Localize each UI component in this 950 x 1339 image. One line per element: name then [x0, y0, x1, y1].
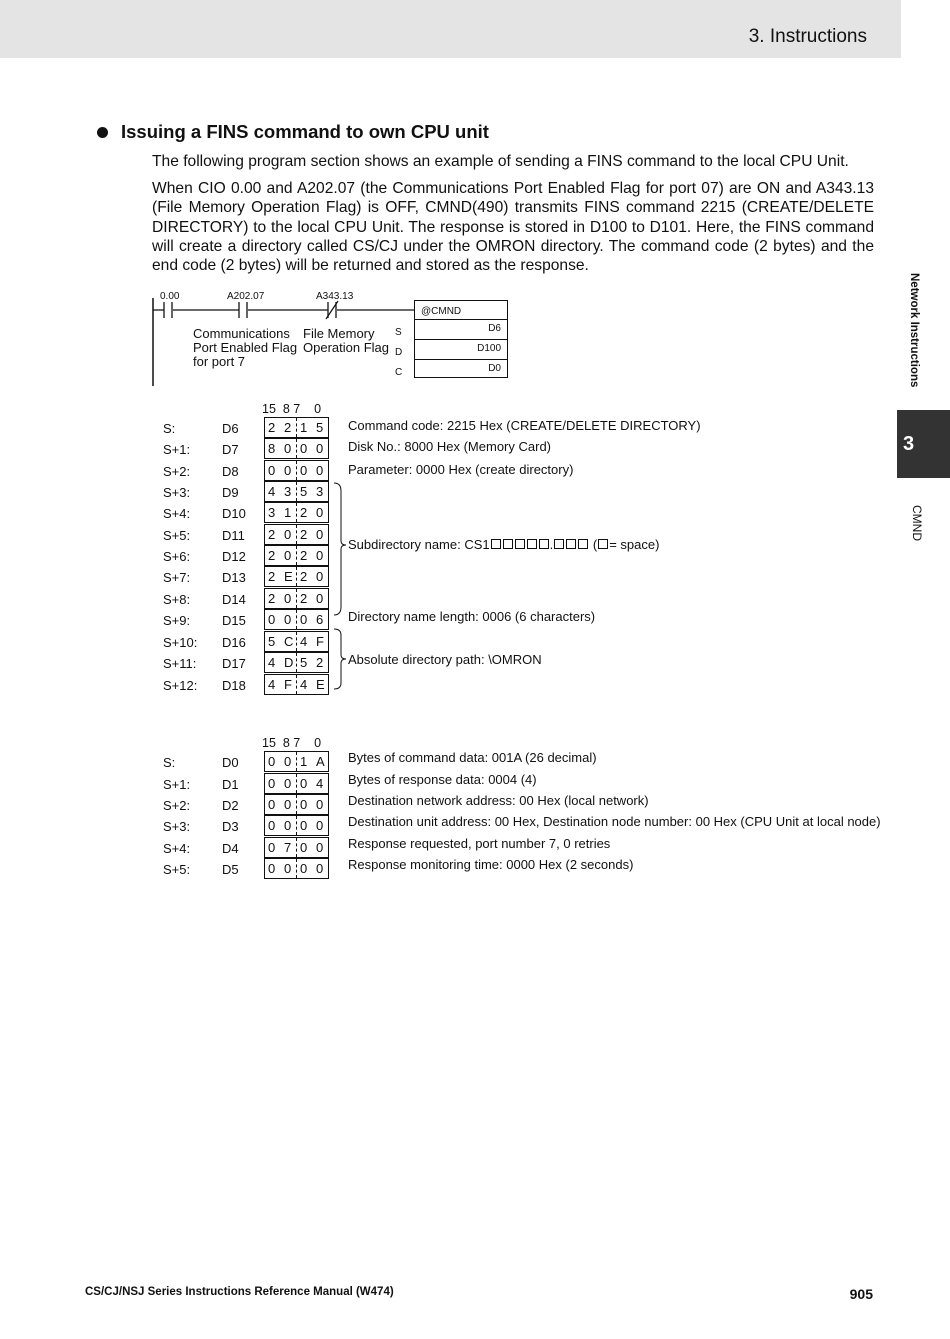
byte-divider [296, 752, 297, 771]
space-square-icon [598, 539, 608, 549]
hex-digit: 0 [316, 797, 324, 812]
section-heading [97, 121, 489, 143]
hex-digit: 1 [300, 754, 308, 769]
row-description: Destination unit address: 00 Hex, Destination node number: 00 Hex (CPU Unit at local node) [348, 814, 881, 829]
row-symbol: S+2: [163, 464, 191, 479]
row-description: Bytes of response data: 0004 (4) [348, 772, 537, 787]
word-value-cell [264, 524, 329, 545]
row-symbol: S+3: [163, 819, 191, 834]
hex-digit: 0 [268, 463, 276, 478]
table-row [160, 814, 880, 835]
hex-digit: F [284, 677, 292, 692]
byte-divider [296, 816, 297, 835]
hex-digit: 4 [268, 655, 276, 670]
desc-subdirectory-name [348, 537, 659, 552]
word-value-cell [264, 460, 329, 481]
byte-divider [296, 838, 297, 857]
desc-disk-no: Disk No.: 8000 Hex (Memory Card) [348, 439, 551, 454]
hex-digit: 0 [284, 818, 292, 833]
byte-divider [296, 589, 297, 608]
bit-header: 15 8 7 0 [262, 736, 322, 750]
bullet-icon [97, 127, 108, 138]
word-value-cell [264, 545, 329, 566]
hex-digit: 3 [268, 505, 276, 520]
row-address: D16 [222, 635, 246, 650]
hex-digit: 2 [300, 591, 308, 606]
hex-digit: 0 [284, 754, 292, 769]
hex-digit: 2 [300, 505, 308, 520]
table-row [160, 772, 880, 793]
row-symbol: S+8: [163, 592, 191, 607]
brace-absolute-path [332, 627, 348, 693]
word-value-cell [264, 631, 329, 652]
desc-command-code: Command code: 2215 Hex (CREATE/DELETE DIRECTORY) [348, 418, 701, 433]
hex-digit: 0 [316, 548, 324, 563]
table-row [160, 673, 880, 694]
hex-digit: 0 [284, 441, 292, 456]
hex-digit: 0 [268, 776, 276, 791]
row-address: D0 [222, 755, 239, 770]
row-address: D4 [222, 841, 239, 856]
row-description: Bytes of command data: 001A (26 decimal) [348, 750, 597, 765]
word-value-cell [264, 837, 329, 858]
hex-digit: 6 [316, 612, 324, 627]
hex-digit: 2 [300, 548, 308, 563]
word-value-cell [264, 502, 329, 523]
hex-digit: 0 [300, 840, 308, 855]
hex-digit: 8 [268, 441, 276, 456]
row-symbol: S+7: [163, 570, 191, 585]
word-value-cell [264, 417, 329, 438]
hex-digit: 0 [316, 818, 324, 833]
hex-digit: 4 [300, 677, 308, 692]
paragraph-description: When CIO 0.00 and A202.07 (the Communications Port Enabled Flag for port 07) are ON and A343.13 (File Memory Operation Flag) is OFF, CMND(490) transmits FINS command 2215 (CREATE/DELETE DIRECTORY) to the local CPU Unit. The response is stored in D100 to D101. Here, the FINS command will create a directory called CS/CJ under the OMRON directory. The command code (2 bytes) and the end code (2 bytes) will be returned and stored as the response. [152, 180, 874, 275]
hex-digit: 0 [316, 505, 324, 520]
word-value-cell [264, 481, 329, 502]
desc-absolute-path: Absolute directory path: \OMRON [348, 652, 542, 667]
word-value-cell [264, 438, 329, 459]
row-address: D17 [222, 656, 246, 671]
hex-digit: 0 [268, 797, 276, 812]
space-square-icon [539, 539, 549, 549]
table-row [160, 501, 880, 522]
operand-label-d: D [395, 347, 403, 358]
space-square-icon [503, 539, 513, 549]
row-symbol: S+10: [163, 635, 198, 650]
paragraph-intro: The following program section shows an example of sending a FINS command to the local CPU Unit. [152, 153, 849, 170]
hex-digit: 2 [268, 548, 276, 563]
hex-digit: 2 [316, 655, 324, 670]
hex-digit: 5 [268, 634, 276, 649]
hex-digit: 0 [268, 612, 276, 627]
row-description: Response monitoring time: 0000 Hex (2 seconds) [348, 857, 634, 872]
hex-digit: 0 [268, 818, 276, 833]
byte-divider [296, 439, 297, 458]
row-address: D11 [222, 528, 245, 543]
operand-label-s: S [395, 327, 402, 338]
row-address: D12 [222, 549, 246, 564]
word-value-cell [264, 773, 329, 794]
hex-digit: 0 [316, 527, 324, 542]
desc-subdir-prefix: Subdirectory name: CS1 [348, 537, 490, 552]
byte-divider [296, 482, 297, 501]
operand-value-d: D100 [415, 339, 507, 359]
byte-divider [296, 461, 297, 480]
row-symbol: S+1: [163, 777, 191, 792]
space-square-icon [566, 539, 576, 549]
hex-digit: D [284, 655, 294, 670]
row-symbol: S+4: [163, 506, 191, 521]
instruction-name: @CMND [421, 306, 462, 317]
row-symbol: S+12: [163, 678, 198, 693]
hex-digit: 0 [284, 591, 292, 606]
byte-divider [296, 525, 297, 544]
table-row [160, 630, 880, 651]
row-symbol: S: [163, 421, 176, 436]
hex-digit: 7 [284, 840, 292, 855]
hex-digit: 2 [268, 591, 276, 606]
bit-header: 15 8 7 0 [262, 402, 322, 416]
hex-digit: 5 [300, 484, 308, 499]
desc-subdir-close: = space) [609, 537, 660, 552]
hex-digit: 2 [268, 420, 276, 435]
hex-digit: 2 [284, 420, 292, 435]
hex-digit: 5 [316, 420, 324, 435]
row-address: D7 [222, 442, 239, 457]
hex-digit: 3 [316, 484, 324, 499]
space-square-icon [515, 539, 525, 549]
row-address: D2 [222, 798, 239, 813]
byte-divider [296, 610, 297, 629]
instruction-block [414, 300, 508, 378]
side-section-label: Network Instructions [908, 273, 920, 388]
space-square-icon [578, 539, 588, 549]
byte-divider [296, 774, 297, 793]
footer-manual-title: CS/CJ/NSJ Series Instructions Reference Manual (W474) [85, 1286, 394, 1298]
table-row [160, 480, 880, 501]
hex-digit: F [316, 634, 324, 649]
row-address: D6 [222, 421, 239, 436]
section-heading-text: Issuing a FINS command to own CPU unit [121, 121, 489, 142]
row-description: Response requested, port number 7, 0 retries [348, 836, 611, 851]
hex-digit: 0 [300, 612, 308, 627]
row-address: D13 [222, 570, 246, 585]
row-description: Destination network address: 00 Hex (local network) [348, 793, 649, 808]
row-address: D9 [222, 485, 239, 500]
word-value-cell [264, 566, 329, 587]
byte-divider [296, 675, 297, 694]
word-value-cell [264, 858, 329, 879]
hex-digit: 5 [300, 655, 308, 670]
hex-digit: 0 [300, 861, 308, 876]
table-row [160, 793, 880, 814]
hex-digit: 0 [284, 527, 292, 542]
hex-digit: 0 [316, 840, 324, 855]
hex-digit: 2 [268, 527, 276, 542]
row-address: D10 [222, 506, 246, 521]
row-symbol: S+3: [163, 485, 191, 500]
desc-parameter: Parameter: 0000 Hex (create directory) [348, 462, 574, 477]
hex-digit: C [284, 634, 294, 649]
space-square-icon [554, 539, 564, 549]
word-value-cell [264, 794, 329, 815]
row-symbol: S+6: [163, 549, 191, 564]
hex-digit: 4 [300, 634, 308, 649]
space-square-icon [491, 539, 501, 549]
hex-digit: A [316, 754, 325, 769]
row-symbol: S+4: [163, 841, 191, 856]
side-tabs [897, 0, 950, 1339]
row-symbol: S+9: [163, 613, 191, 628]
hex-digit: 0 [316, 569, 324, 584]
space-square-icon [527, 539, 537, 549]
contact-label-1: 0.00 [160, 291, 180, 302]
row-address: D1 [222, 777, 239, 792]
row-symbol: S+5: [163, 862, 191, 877]
hex-digit: E [284, 569, 293, 584]
chapter-tab[interactable]: 3 [897, 410, 950, 478]
table-row [160, 836, 880, 857]
byte-divider [296, 503, 297, 522]
hex-digit: E [316, 677, 325, 692]
word-value-cell [264, 652, 329, 673]
side-instruction-label: CMND [910, 505, 924, 541]
contact-label-3: A343.13 [316, 291, 354, 302]
hex-digit: 0 [284, 797, 292, 812]
hex-digit: 0 [316, 463, 324, 478]
hex-digit: 2 [300, 527, 308, 542]
word-value-cell [264, 588, 329, 609]
hex-digit: 0 [300, 441, 308, 456]
table-row [160, 857, 880, 878]
row-address: D15 [222, 613, 246, 628]
word-value-cell [264, 815, 329, 836]
brace-subdirectory [332, 481, 348, 621]
byte-divider [296, 795, 297, 814]
row-address: D3 [222, 819, 239, 834]
hex-digit: 2 [300, 569, 308, 584]
hex-digit: 0 [284, 463, 292, 478]
hex-digit: 0 [300, 463, 308, 478]
row-address: D14 [222, 592, 246, 607]
word-value-cell [264, 609, 329, 630]
hex-digit: 0 [316, 441, 324, 456]
footer-page-number: 905 [849, 1286, 873, 1302]
byte-divider [296, 546, 297, 565]
hex-digit: 2 [268, 569, 276, 584]
hex-digit: 0 [268, 861, 276, 876]
hex-digit: 0 [284, 861, 292, 876]
hex-digit: 0 [316, 591, 324, 606]
page-header-title: 3. Instructions [748, 26, 867, 47]
hex-digit: 0 [284, 776, 292, 791]
row-address: D8 [222, 464, 239, 479]
byte-divider [296, 567, 297, 586]
hex-digit: 0 [300, 797, 308, 812]
row-symbol: S+11: [163, 656, 197, 671]
operand-label-c: C [395, 367, 403, 378]
word-value-cell [264, 674, 329, 695]
control-data-table [160, 735, 880, 885]
row-symbol: S+2: [163, 798, 191, 813]
table-row [160, 750, 880, 771]
ladder-diagram [150, 288, 530, 388]
hex-digit: 0 [316, 861, 324, 876]
byte-divider [296, 859, 297, 878]
byte-divider [296, 418, 297, 437]
operand-value-c: D0 [415, 359, 507, 379]
hex-digit: 4 [268, 677, 276, 692]
hex-digit: 1 [300, 420, 308, 435]
operand-value-s: D6 [415, 319, 507, 339]
desc-subdir-dot: . [549, 537, 554, 552]
row-symbol: S+5: [163, 528, 191, 543]
hex-digit: 4 [268, 484, 276, 499]
command-data-table [160, 401, 880, 701]
hex-digit: 0 [284, 612, 292, 627]
contact-comment-3: File Memory Operation Flag [303, 326, 389, 355]
table-row [160, 587, 880, 608]
row-symbol: S: [163, 755, 176, 770]
hex-digit: 0 [268, 840, 276, 855]
contact-comment-2: Communications Port Enabled Flag for port 7 [193, 326, 298, 369]
hex-digit: 0 [300, 818, 308, 833]
row-symbol: S+1: [163, 442, 191, 457]
hex-digit: 0 [268, 754, 276, 769]
row-address: D18 [222, 678, 246, 693]
hex-digit: 3 [284, 484, 292, 499]
contact-label-2: A202.07 [227, 291, 265, 302]
hex-digit: 1 [284, 505, 292, 520]
word-value-cell [264, 751, 329, 772]
hex-digit: 0 [284, 548, 292, 563]
row-address: D5 [222, 862, 239, 877]
byte-divider [296, 632, 297, 651]
table-row [160, 565, 880, 586]
hex-digit: 0 [300, 776, 308, 791]
desc-directory-length: Directory name length: 0006 (6 characters) [348, 609, 596, 624]
byte-divider [296, 653, 297, 672]
desc-subdir-open: ( [589, 537, 598, 552]
hex-digit: 4 [316, 776, 324, 791]
